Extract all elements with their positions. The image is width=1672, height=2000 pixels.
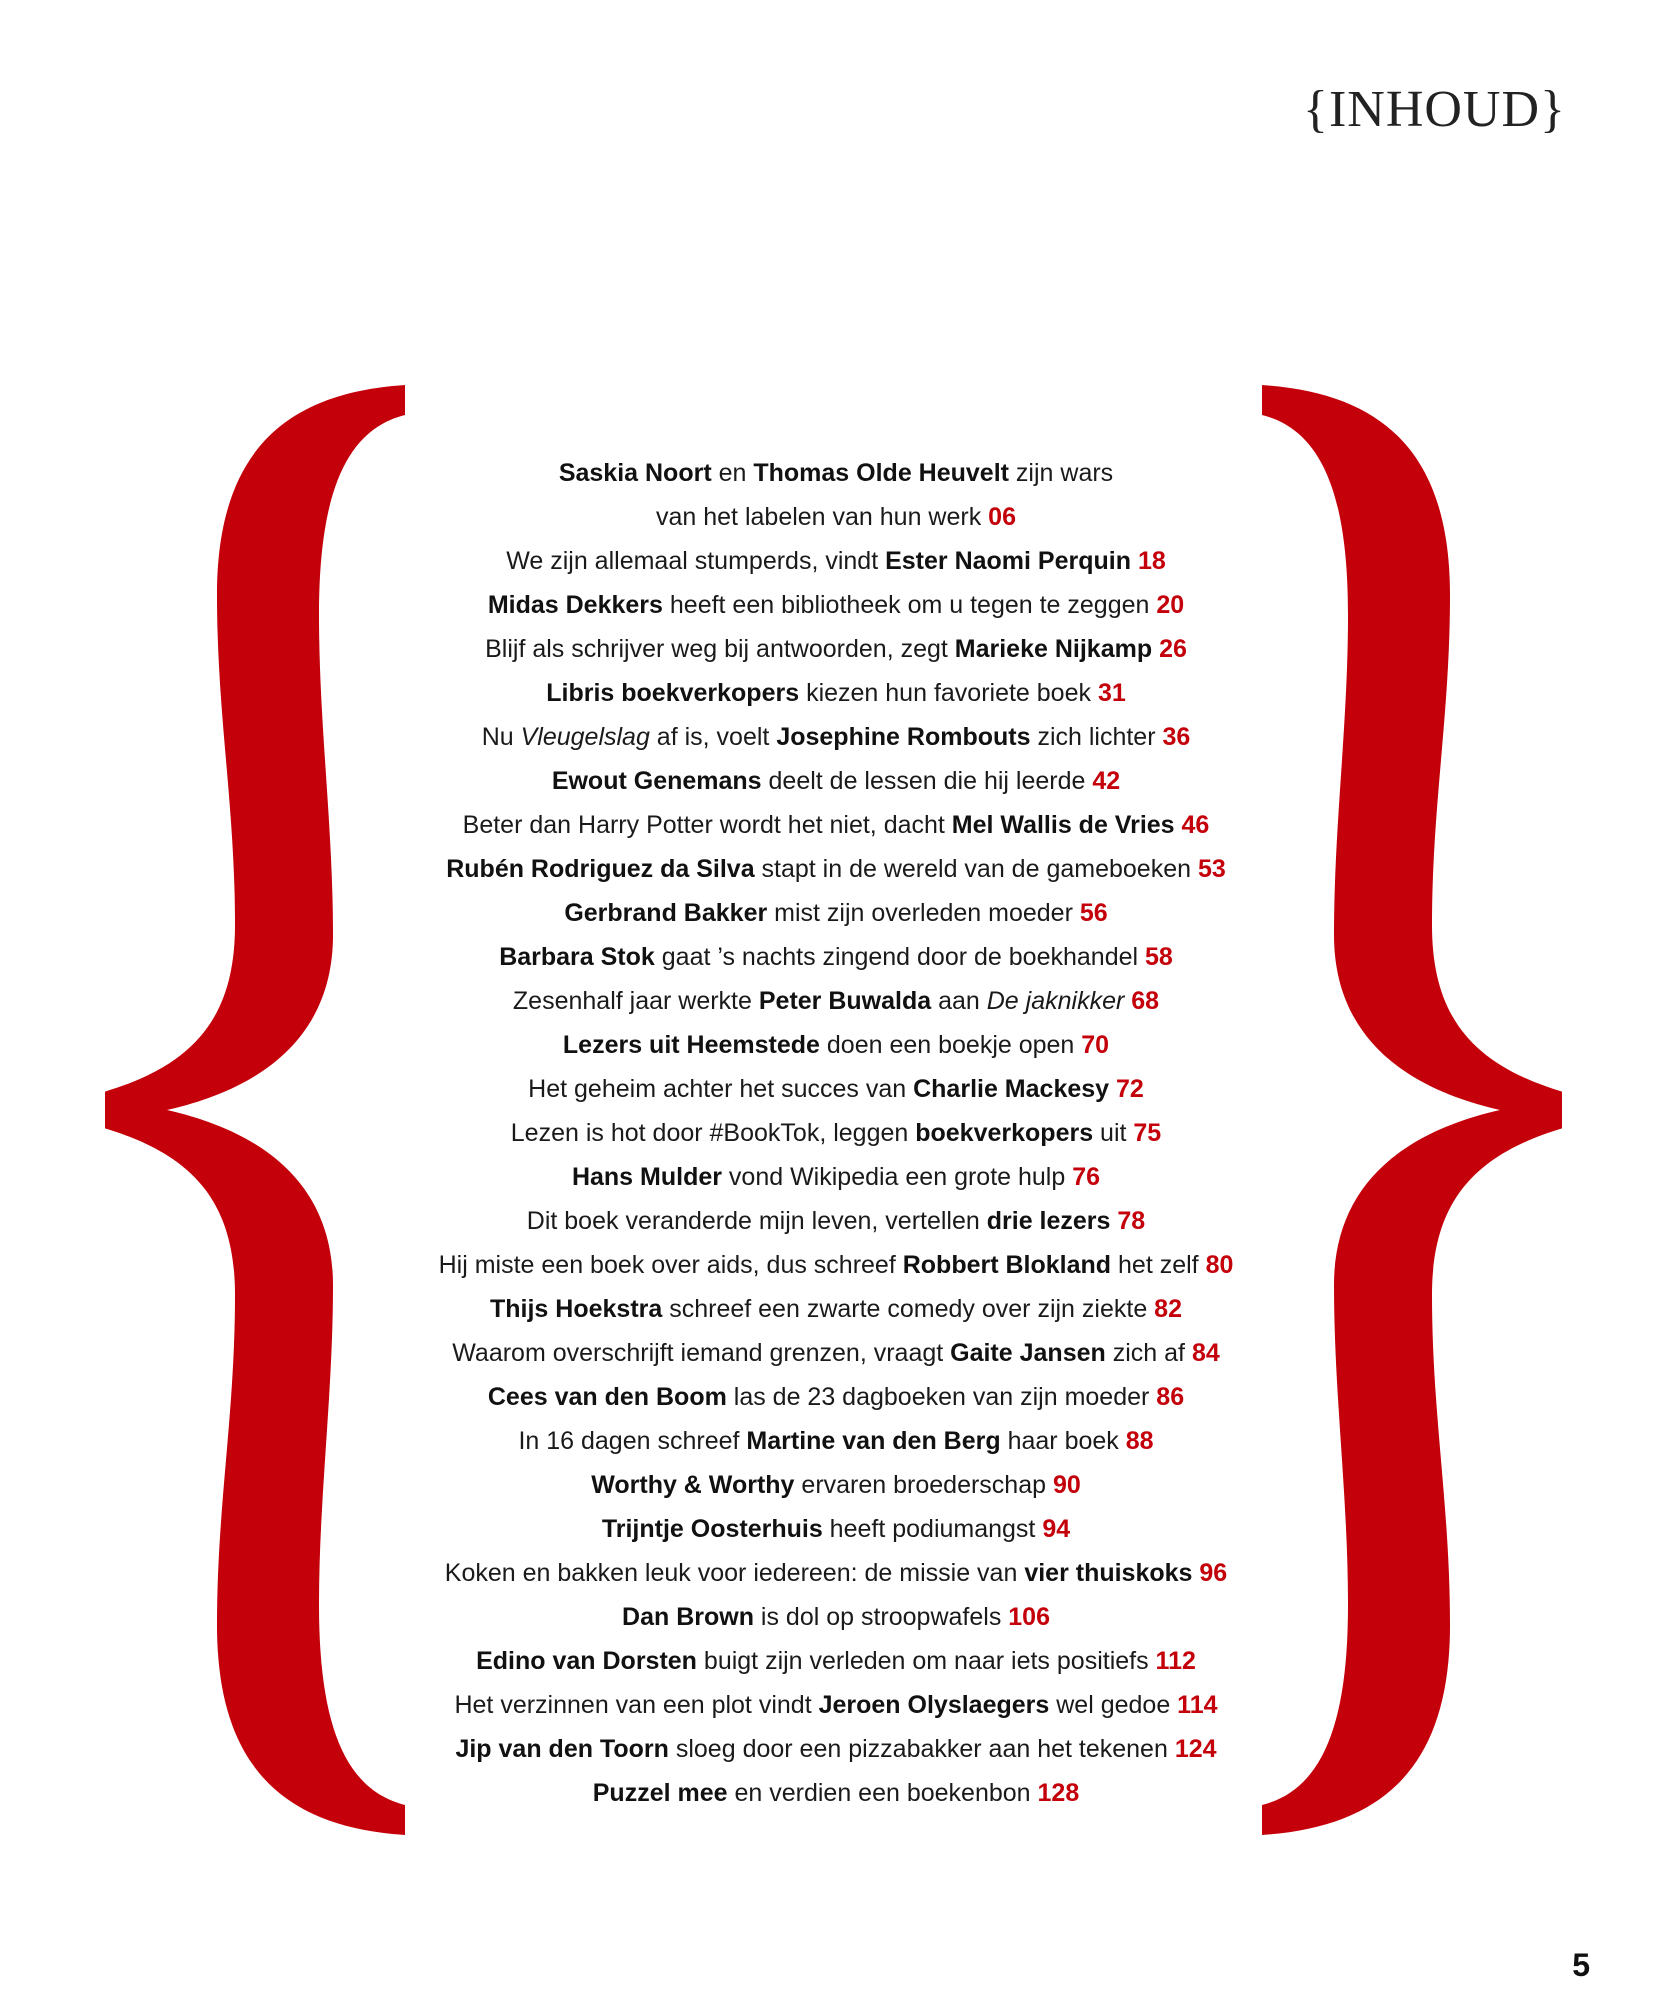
- toc-entry-text: Het verzinnen van een plot vindt: [454, 1691, 819, 1719]
- toc-entry-name: Saskia Noort: [558, 459, 712, 487]
- table-of-contents: [400, 451, 1272, 1815]
- toc-entry[interactable]: [400, 1683, 1272, 1727]
- toc-entry-text: aan: [931, 987, 987, 1015]
- toc-entry-text: Blijf als schrijver weg bij antwoorden, zegt: [485, 635, 955, 663]
- toc-entry-name: Thomas Olde Heuvelt: [753, 459, 1009, 487]
- toc-entry-name: boekverkopers: [915, 1119, 1094, 1147]
- toc-entry-page-number: 75: [1133, 1119, 1162, 1147]
- toc-entry-text: [1109, 1075, 1116, 1103]
- toc-entry-name: Barbara Stok: [499, 943, 655, 971]
- toc-entry-text: het zelf: [1111, 1251, 1206, 1279]
- toc-entry-text: zich af: [1105, 1339, 1192, 1367]
- toc-entry-page-number: 53: [1197, 855, 1226, 883]
- toc-entry-page-number: 88: [1125, 1427, 1154, 1455]
- toc-entry-text: In 16 dagen schreef: [518, 1427, 747, 1455]
- toc-entry-name: Cees van den Boom: [487, 1383, 727, 1411]
- toc-entry-name: Robbert Blokland: [902, 1251, 1112, 1279]
- toc-entry[interactable]: [400, 935, 1272, 979]
- toc-entry-book-title: De jaknikker: [986, 987, 1125, 1015]
- toc-entry-name: Midas Dekkers: [487, 591, 663, 619]
- toc-entry[interactable]: [400, 1023, 1272, 1067]
- toc-entry[interactable]: [400, 1551, 1272, 1595]
- toc-entry-text: en: [711, 459, 754, 487]
- toc-entry[interactable]: [400, 1287, 1272, 1331]
- toc-entry-text: schreef een zwarte comedy over zijn ziekte: [662, 1295, 1155, 1323]
- toc-entry-name: Gaite Jansen: [950, 1339, 1106, 1367]
- toc-entry-name: Martine van den Berg: [746, 1427, 1001, 1455]
- toc-entry[interactable]: [400, 1463, 1272, 1507]
- toc-entry-name: Ester Naomi Perquin: [885, 547, 1131, 575]
- toc-entry-text: Beter dan Harry Potter wordt het niet, dacht: [462, 811, 952, 839]
- toc-entry-text: deelt de lessen die hij leerde: [761, 767, 1093, 795]
- toc-entry-text: kiezen hun favoriete boek: [799, 679, 1098, 707]
- toc-entry-name: Thijs Hoekstra: [490, 1295, 663, 1323]
- toc-entry-page-number: 31: [1097, 679, 1126, 707]
- toc-entry-name: Lezers uit Heemstede: [562, 1031, 820, 1059]
- toc-entry-page-number: 128: [1037, 1779, 1080, 1807]
- toc-entry-text: uit: [1093, 1119, 1134, 1147]
- toc-entry-text: Nu: [481, 723, 521, 751]
- toc-entry-text: wel gedoe: [1049, 1691, 1178, 1719]
- toc-entry[interactable]: [400, 1111, 1272, 1155]
- toc-entry-name: Puzzel mee: [592, 1779, 728, 1807]
- toc-entry-page-number: 124: [1174, 1735, 1217, 1763]
- toc-entry[interactable]: [400, 715, 1272, 759]
- toc-entry-name: Libris boekverkopers: [546, 679, 800, 707]
- toc-entry-text: Dit boek veranderde mijn leven, vertellen: [526, 1207, 987, 1235]
- toc-entry-page-number: 90: [1052, 1471, 1081, 1499]
- toc-entry-name: Dan Brown: [622, 1603, 754, 1631]
- toc-entry-name: vier thuiskoks: [1024, 1559, 1193, 1587]
- toc-entry[interactable]: [400, 627, 1272, 671]
- toc-entry-page-number: 06: [988, 503, 1016, 531]
- toc-entry-name: Marieke Nijkamp: [954, 635, 1153, 663]
- toc-entry-name: Gerbrand Bakker: [564, 899, 768, 927]
- toc-entry-page-number: 82: [1154, 1295, 1182, 1323]
- toc-entry[interactable]: [400, 847, 1272, 891]
- toc-entry-text: mist zijn overleden moeder: [767, 899, 1080, 927]
- toc-entry-text: ervaren broederschap: [794, 1471, 1053, 1499]
- toc-entry[interactable]: [400, 1595, 1272, 1639]
- toc-entry-text: gaat ’s nachts zingend door de boekhandel: [654, 943, 1145, 971]
- toc-entry-name: Trijntje Oosterhuis: [601, 1515, 823, 1543]
- toc-entry[interactable]: [400, 1771, 1272, 1815]
- toc-entry-name: Josephine Rombouts: [776, 723, 1031, 751]
- toc-entry-name: Charlie Mackesy: [913, 1075, 1110, 1103]
- toc-entry-page-number: 80: [1205, 1251, 1234, 1279]
- toc-entry-page-number: 18: [1137, 547, 1166, 575]
- toc-entry-page-number: 36: [1162, 723, 1191, 751]
- curly-brace-right-icon: [1262, 385, 1562, 1835]
- toc-entry[interactable]: [400, 583, 1272, 627]
- toc-entry-page-number: 72: [1116, 1075, 1144, 1103]
- toc-entry-page-number: 20: [1156, 591, 1185, 619]
- toc-entry[interactable]: [400, 1727, 1272, 1771]
- toc-entry-text: Koken en bakken leuk voor iedereen: de missie van: [444, 1559, 1025, 1587]
- toc-entry-text: Hij miste een boek over aids, dus schreef: [438, 1251, 903, 1279]
- toc-entry-name: Hans Mulder: [571, 1163, 722, 1191]
- toc-entry-page-number: 70: [1081, 1031, 1110, 1059]
- toc-entry-text: heeft podiumangst: [822, 1515, 1043, 1543]
- toc-entry-name: Jeroen Olyslaegers: [818, 1691, 1050, 1719]
- toc-entry-text: Lezen is hot door #BookTok, leggen: [510, 1119, 916, 1147]
- toc-entry-page-number: 112: [1155, 1647, 1196, 1675]
- toc-entry-text: doen een boekje open: [819, 1031, 1082, 1059]
- toc-entry[interactable]: [400, 1639, 1272, 1683]
- toc-entry-page-number: 106: [1008, 1603, 1050, 1631]
- toc-entry[interactable]: [400, 1155, 1272, 1199]
- toc-entry-name: drie lezers: [986, 1207, 1111, 1235]
- toc-entry-text: af is, voelt: [649, 723, 777, 751]
- toc-entry[interactable]: [400, 539, 1272, 583]
- toc-entry-text: zich lichter: [1030, 723, 1163, 751]
- toc-entry-page-number: 86: [1156, 1383, 1185, 1411]
- toc-entry-name: Mel Wallis de Vries: [951, 811, 1175, 839]
- toc-entry[interactable]: [400, 1507, 1272, 1551]
- toc-entry-page-number: 96: [1199, 1559, 1228, 1587]
- toc-entry-page-number: 46: [1181, 811, 1210, 839]
- page-number: 5: [1572, 1947, 1590, 1983]
- toc-entry-page-number: 26: [1159, 635, 1187, 663]
- toc-entry-page-number: 42: [1092, 767, 1121, 795]
- toc-entry-text: en verdien een boekenbon: [727, 1779, 1038, 1807]
- toc-entry[interactable]: [400, 1375, 1272, 1419]
- toc-entry-text: heeft een bibliotheek om u tegen te zeggen: [662, 591, 1157, 619]
- toc-entry[interactable]: [400, 891, 1272, 935]
- toc-entry-text: Zesenhalf jaar werkte: [512, 987, 759, 1015]
- toc-entry-text: [1131, 547, 1138, 575]
- toc-entry[interactable]: [400, 1067, 1272, 1111]
- toc-entry-page-number: 114: [1177, 1691, 1218, 1719]
- toc-entry-name: Peter Buwalda: [758, 987, 932, 1015]
- toc-entry-text: stapt in de wereld van de gameboeken: [754, 855, 1198, 883]
- toc-entry-page-number: 94: [1042, 1515, 1071, 1543]
- toc-entry[interactable]: [400, 1243, 1272, 1287]
- toc-entry-page-number: 58: [1145, 943, 1173, 971]
- toc-entry-name: Ewout Genemans: [551, 767, 762, 795]
- toc-entry-text: haar boek: [1000, 1427, 1126, 1455]
- toc-entry[interactable]: [400, 451, 1272, 495]
- page-title: {INHOUD}: [1303, 81, 1566, 138]
- toc-entry-page-number: 84: [1191, 1339, 1220, 1367]
- toc-entry-name: Edino van Dorsten: [476, 1647, 697, 1675]
- toc-entry-page-number: 68: [1131, 987, 1160, 1015]
- toc-entry-text: [1175, 811, 1182, 839]
- toc-entry-text: is dol op stroopwafels: [753, 1603, 1009, 1631]
- toc-entry[interactable]: [400, 1199, 1272, 1243]
- toc-entry-book-title: Vleugelslag: [520, 723, 650, 751]
- toc-entry[interactable]: [400, 495, 1272, 539]
- toc-entry-name: Rubén Rodriguez da Silva: [446, 855, 755, 883]
- curly-brace-left-icon: [105, 385, 405, 1835]
- toc-entry-text: van het labelen van hun werk: [656, 503, 989, 531]
- toc-entry-page-number: 78: [1117, 1207, 1146, 1235]
- toc-entry-text: Het geheim achter het succes van: [528, 1075, 914, 1103]
- toc-entry-text: buigt zijn verleden om naar iets positiefs: [696, 1647, 1156, 1675]
- toc-entry-text: sloeg door een pizzabakker aan het tekenen: [668, 1735, 1175, 1763]
- toc-entry-page-number: 56: [1079, 899, 1108, 927]
- toc-entry[interactable]: [400, 759, 1272, 803]
- toc-entry-text: We zijn allemaal stumperds, vindt: [506, 547, 886, 575]
- toc-entry[interactable]: [400, 1419, 1272, 1463]
- toc-entry[interactable]: [400, 1331, 1272, 1375]
- toc-entry-text: las de 23 dagboeken van zijn moeder: [726, 1383, 1157, 1411]
- toc-entry[interactable]: [400, 979, 1272, 1023]
- toc-entry-text: vond Wikipedia een grote hulp: [721, 1163, 1073, 1191]
- toc-entry-text: Waarom overschrijft iemand grenzen, vraagt: [452, 1339, 951, 1367]
- toc-entry[interactable]: [400, 803, 1272, 847]
- toc-entry[interactable]: [400, 671, 1272, 715]
- toc-entry-text: zijn wars: [1008, 459, 1114, 487]
- toc-entry-name: Worthy & Worthy: [591, 1471, 795, 1499]
- toc-entry-page-number: 76: [1072, 1163, 1101, 1191]
- toc-entry-name: Jip van den Toorn: [455, 1735, 669, 1763]
